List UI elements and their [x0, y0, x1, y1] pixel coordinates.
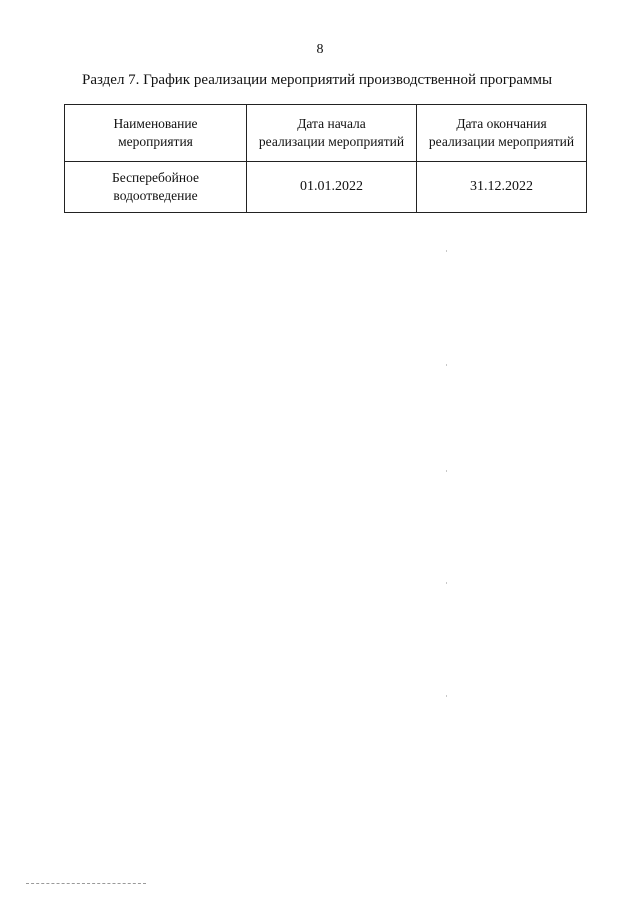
row-name-line2: водоотведение [113, 188, 198, 203]
row-name-line1: Бесперебойное [111, 170, 199, 185]
row-start-date-cell: 01.01.2022 [247, 162, 417, 213]
header-cell-end [417, 105, 587, 162]
table-header [65, 105, 587, 162]
header-end-line1: Дата окончания [456, 116, 547, 131]
scan-speck [446, 250, 447, 252]
table-body [65, 162, 587, 213]
row-name-cell [65, 162, 247, 213]
scan-speck [446, 582, 447, 584]
header-cell-name [65, 105, 247, 162]
scan-speck [446, 695, 447, 697]
row-end-date-cell: 31.12.2022 [417, 162, 587, 213]
table-row [65, 162, 587, 213]
header-name-line2: мероприятия [118, 134, 193, 149]
header-start-line1: Дата начала [297, 116, 366, 131]
scan-speck [446, 364, 447, 366]
schedule-table [64, 104, 587, 213]
header-row [65, 105, 587, 162]
section-heading: Раздел 7. График реализации мероприятий производственной программы [82, 72, 553, 88]
scan-speck [446, 470, 447, 472]
header-name-line1: Наименование [113, 116, 198, 131]
header-start-line2: реализации мероприятий [258, 134, 405, 149]
scan-artifact-line [26, 883, 146, 884]
header-cell-start [247, 105, 417, 162]
page-number: 8 [316, 42, 324, 57]
header-end-line2: реализации мероприятий [428, 134, 575, 149]
